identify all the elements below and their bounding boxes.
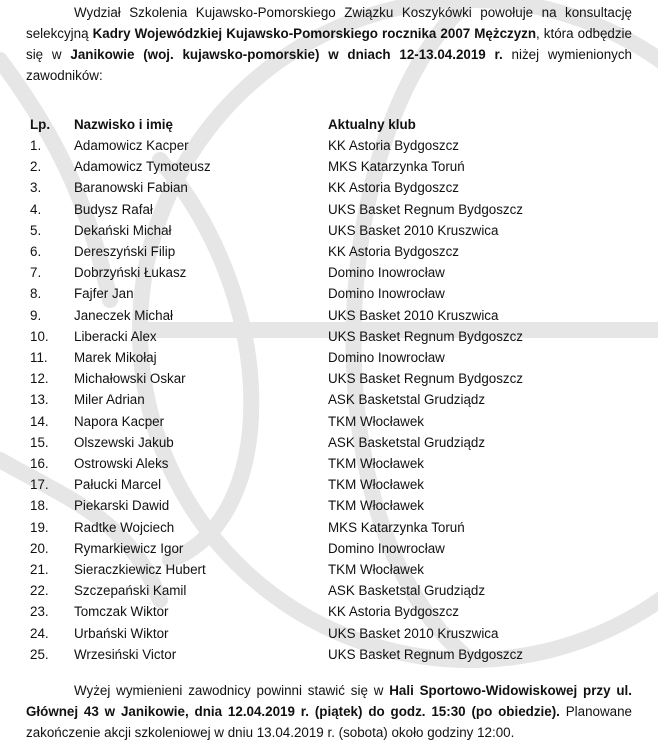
table-row [0, 241, 658, 262]
row-lp: 10. [30, 328, 49, 344]
row-club: UKS Basket 2010 Kruszwica [328, 222, 499, 238]
table-row [0, 559, 658, 580]
row-club: KK Astoria Bydgoszcz [328, 180, 459, 196]
row-name: Sieraczkiewicz Hubert [74, 562, 206, 577]
row-club: KK Astoria Bydgoszcz [328, 604, 459, 620]
row-club: TKM Włocławek [328, 498, 424, 514]
row-lp: 9. [30, 307, 42, 323]
table-row [0, 220, 658, 241]
table-row [0, 601, 658, 622]
table-row [0, 368, 658, 389]
row-lp: 23. [30, 604, 49, 620]
header-club: Aktualny klub [328, 117, 416, 132]
intro-text-3: niżej wymienionych zawodników: [26, 47, 632, 83]
intro-team-name: Kadry Wojewódzkiej Kujawsko-Pomorskiego rocznika 2007 Mężczyzn [92, 26, 537, 41]
row-name: Janeczek Michał [74, 307, 173, 323]
row-name: Michałowski Oskar [74, 371, 186, 387]
intro-text-2: , która odbędzie się w [26, 26, 632, 62]
row-lp: 6. [30, 244, 42, 259]
table-row [0, 156, 658, 177]
row-club: UKS Basket 2010 Kruszwica [328, 307, 499, 323]
table-row [0, 495, 658, 516]
row-name: Marek Mikołaj [74, 350, 157, 365]
row-name: Dekański Michał [74, 222, 172, 238]
row-name: Tomczak Wiktor [74, 604, 169, 620]
row-name: Adamowicz Kacper [74, 138, 189, 153]
row-lp: 14. [30, 413, 49, 429]
row-name: Fajfer Jan [74, 286, 134, 302]
row-lp: 19. [30, 519, 49, 535]
intro-place-date: Janikowie (woj. kujawsko-pomorskie) w dniach 12-13.04.2019 r. [70, 47, 503, 62]
row-lp: 24. [30, 625, 49, 641]
row-club: MKS Katarzynka Toruń [328, 159, 465, 175]
row-name: Pałucki Marcel [74, 477, 162, 493]
row-club: UKS Basket Regnum Bydgoszcz [328, 328, 523, 344]
row-lp: 16. [30, 456, 49, 471]
row-club: ASK Basketstal Grudziądz [328, 583, 486, 599]
row-club: UKS Basket Regnum Bydgoszcz [328, 371, 523, 387]
table-header-row [0, 114, 658, 135]
table-row [0, 538, 658, 559]
row-club: ASK Basketstal Grudziądz [328, 434, 486, 450]
table-row [0, 177, 658, 198]
table-row [0, 199, 658, 220]
row-name: Piekarski Dawid [74, 498, 170, 514]
row-name: Wrzesiński Victor [74, 646, 177, 662]
row-club: Domino Inowrocław [328, 286, 445, 302]
row-club: TKM Włocławek [328, 477, 424, 493]
row-name: Urbański Wiktor [74, 625, 169, 641]
row-lp: 25. [30, 646, 49, 662]
table-row [0, 623, 658, 644]
outro-paragraph [26, 680, 632, 743]
row-name: Budysz Rafał [74, 201, 153, 217]
row-club: UKS Basket Regnum Bydgoszcz [328, 201, 523, 217]
row-club: UKS Basket Regnum Bydgoszcz [328, 646, 523, 662]
row-name: Adamowicz Tymoteusz [74, 159, 211, 175]
row-lp: 21. [30, 562, 49, 577]
row-lp: 11. [30, 350, 48, 365]
row-lp: 17. [30, 477, 49, 493]
row-lp: 15. [30, 434, 49, 450]
row-club: TKM Włocławek [328, 456, 424, 471]
row-lp: 20. [30, 540, 49, 556]
table-row [0, 135, 658, 156]
outro-text-2: Planowane zakończenie akcji szkoleniowej w dniu 13.04.2019 r. (sobota) około godziny 12:00. [26, 704, 632, 740]
table-row [0, 347, 658, 368]
row-club: MKS Katarzynka Toruń [328, 519, 465, 535]
table-row [0, 580, 658, 601]
row-name: Dereszyński Filip [74, 244, 176, 259]
row-club: UKS Basket 2010 Kruszwica [328, 625, 499, 641]
row-lp: 7. [30, 265, 42, 281]
row-name: Szczepański Kamil [74, 583, 187, 599]
row-name: Olszewski Jakub [74, 434, 174, 450]
header-name: Nazwisko i imię [74, 117, 173, 132]
table-row [0, 305, 658, 326]
intro-paragraph [26, 2, 632, 86]
table-row [0, 517, 658, 538]
row-name: Dobrzyński Łukasz [74, 265, 187, 281]
row-lp: 1. [30, 138, 42, 153]
table-row [0, 432, 658, 453]
row-lp: 13. [30, 392, 49, 408]
intro-text-1: Wydział Szkolenia Kujawsko-Pomorskiego Związku Koszykówki powołuje na konsultację selekcyjną [26, 5, 632, 41]
table-row [0, 644, 658, 665]
row-name: Napora Kacper [74, 413, 165, 429]
table-row [0, 326, 658, 347]
row-club: TKM Włocławek [328, 413, 424, 429]
outro-text-1: Wyżej wymienieni zawodnicy powinni stawić się w [74, 683, 390, 698]
row-club: TKM Włocławek [328, 562, 424, 577]
table-row [0, 411, 658, 432]
row-name: Radtke Wojciech [74, 519, 175, 535]
row-name: Rymarkiewicz Igor [74, 540, 184, 556]
row-club: Domino Inowrocław [328, 540, 445, 556]
table-row [0, 474, 658, 495]
row-name: Miler Adrian [74, 392, 145, 408]
table-row [0, 283, 658, 304]
row-name: Liberacki Alex [74, 328, 157, 344]
row-lp: 18. [30, 498, 49, 514]
row-lp: 2. [30, 159, 42, 175]
row-lp: 22. [30, 583, 49, 599]
row-name: Ostrowski Aleks [74, 456, 169, 471]
row-name: Baranowski Fabian [74, 180, 188, 196]
row-club: Domino Inowrocław [328, 265, 445, 281]
row-lp: 8. [30, 286, 42, 302]
outro-venue-time: Hali Sportowo-Widowiskowej przy ul. Głównej 43 w Janikowie, dnia 12.04.2019 r. (piątek) do godz. 15:30 (po obiedzie). [26, 683, 632, 719]
row-lp: 12. [30, 371, 49, 387]
row-club: Domino Inowrocław [328, 350, 445, 365]
table-row [0, 262, 658, 283]
row-lp: 5. [30, 222, 42, 238]
row-lp: 4. [30, 201, 42, 217]
row-club: ASK Basketstal Grudziądz [328, 392, 486, 408]
table-row [0, 389, 658, 410]
row-lp: 3. [30, 180, 42, 196]
header-lp: Lp. [30, 117, 51, 132]
table-row [0, 453, 658, 474]
row-club: KK Astoria Bydgoszcz [328, 138, 459, 153]
row-club: KK Astoria Bydgoszcz [328, 244, 459, 259]
